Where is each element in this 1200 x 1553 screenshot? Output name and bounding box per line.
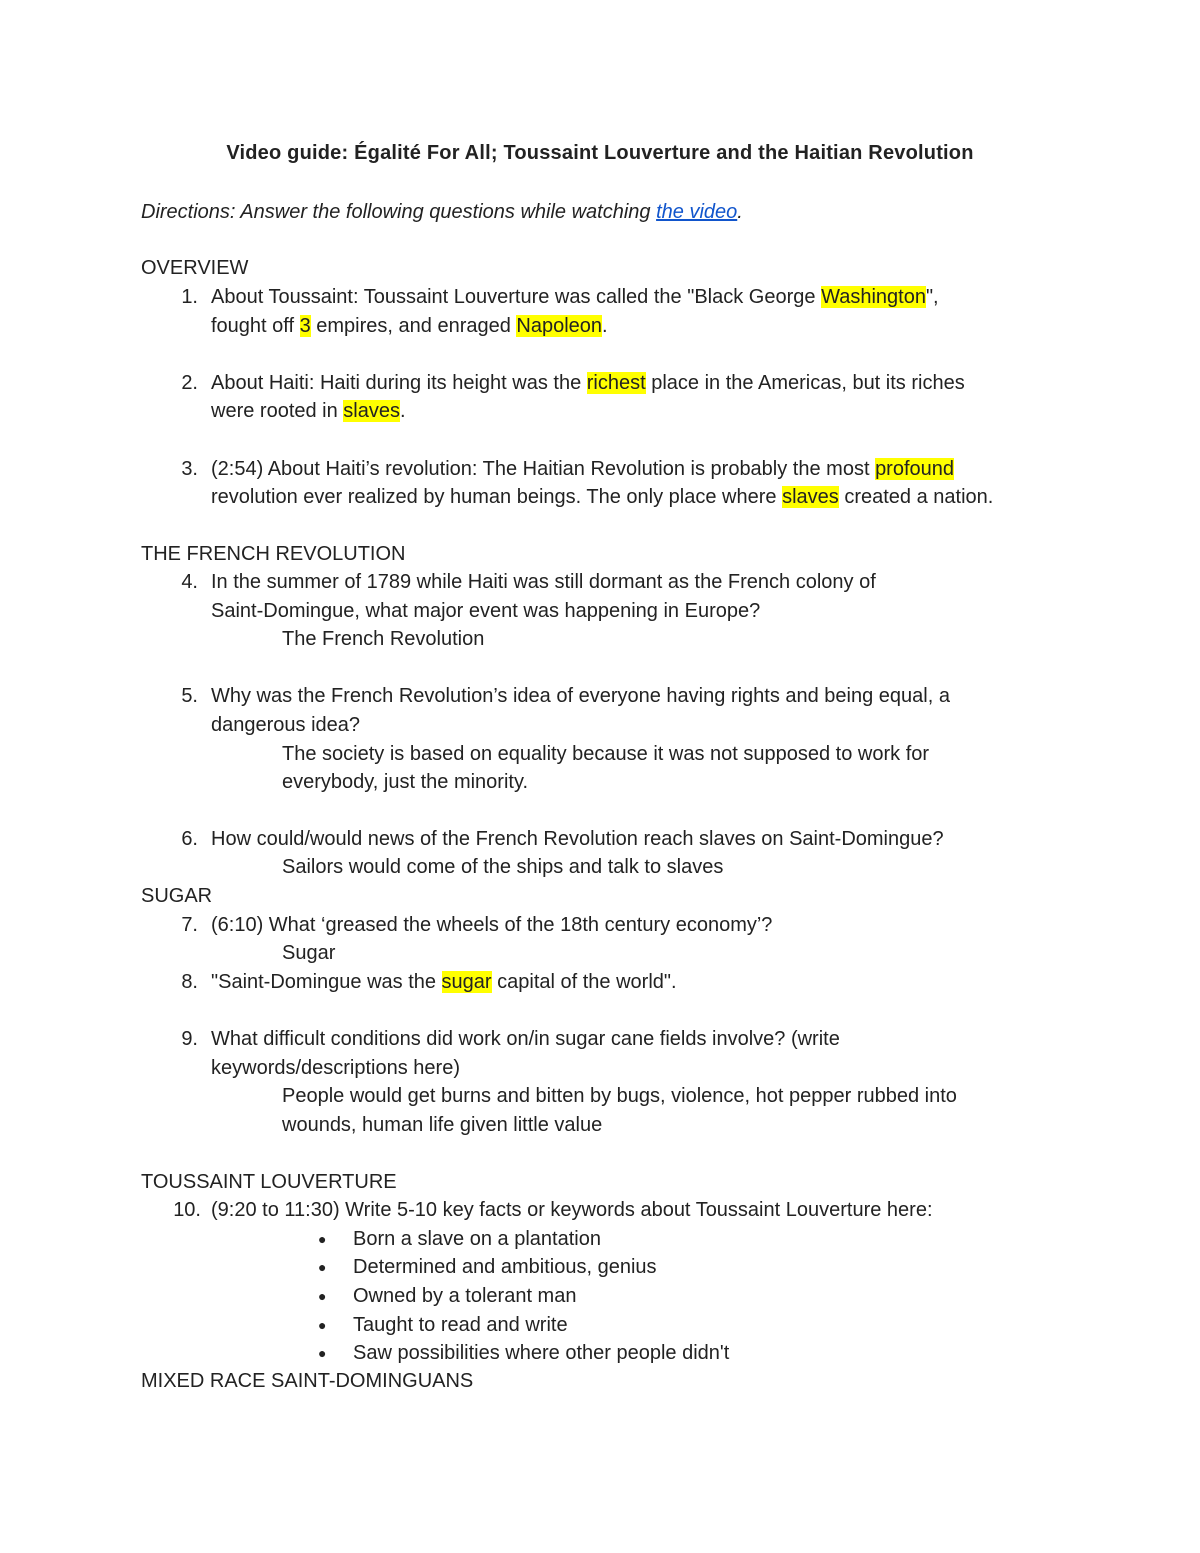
highlight: Washington: [821, 286, 926, 308]
highlight: profound: [875, 458, 955, 480]
list-item: Born a slave on a plantation: [353, 1228, 601, 1250]
question-number: 1.: [181, 286, 198, 308]
question-7-line-1: (6:10) What ‘greased the wheels of the 18th century economy’?: [211, 914, 773, 936]
directions: [141, 198, 743, 226]
answer-4: The French Revolution: [282, 628, 485, 650]
question-number: 4.: [181, 571, 198, 593]
question-1-line-2: fought off 3 empires, and enraged Napoleon.: [211, 315, 608, 337]
question-2-line-1: About Haiti: Haiti during its height was the richest place in the Americas, but its riches: [211, 372, 965, 394]
question-number: 6.: [181, 828, 198, 850]
question-10-line-1: (9:20 to 11:30) Write 5-10 key facts or keywords about Toussaint Louverture here:: [211, 1199, 933, 1221]
list-item: Taught to read and write: [353, 1314, 568, 1336]
question-2-line-2: were rooted in slaves.: [211, 400, 406, 422]
question-number: 7.: [181, 914, 198, 936]
answer-6: Sailors would come of the ships and talk to slaves: [282, 856, 724, 878]
question-3-line-2: revolution ever realized by human beings. The only place where slaves created a nation.: [211, 486, 994, 508]
highlight: sugar: [441, 971, 492, 993]
highlight: slaves: [343, 400, 400, 422]
answer-9-line-1: People would get burns and bitten by bugs, violence, hot pepper rubbed into: [282, 1085, 957, 1107]
section-overview: OVERVIEW: [141, 257, 249, 279]
document-title: Video guide: Égalité For All; Toussaint Louverture and the Haitian Revolution: [226, 142, 974, 164]
list-item: Owned by a tolerant man: [353, 1285, 577, 1307]
bullet-icon: ●: [318, 1288, 327, 1304]
bullet-icon: ●: [318, 1231, 327, 1247]
question-1-line-1: About Toussaint: Toussaint Louverture was called the "Black George Washington",: [211, 286, 939, 308]
directions-text: Directions: Answer the following questions while watching: [141, 201, 657, 223]
highlight: 3: [299, 315, 311, 337]
bullet-icon: ●: [318, 1317, 327, 1333]
bullet-icon: ●: [318, 1259, 327, 1275]
section-sugar: SUGAR: [141, 885, 213, 907]
question-8-line-1: "Saint-Domingue was the sugar capital of the world".: [211, 971, 677, 993]
question-number: 9.: [181, 1028, 198, 1050]
question-4-line-1: In the summer of 1789 while Haiti was still dormant as the French colony of: [211, 571, 876, 593]
bullet-icon: ●: [318, 1345, 327, 1361]
question-number: 3.: [181, 458, 198, 480]
answer-5-line-2: everybody, just the minority.: [282, 771, 529, 793]
highlight: richest: [586, 372, 646, 394]
question-number: 8.: [181, 971, 198, 993]
section-french-revolution: THE FRENCH REVOLUTION: [141, 543, 406, 565]
question-5-line-2: dangerous idea?: [211, 714, 361, 736]
question-9-line-2: keywords/descriptions here): [211, 1057, 460, 1079]
question-9-line-1: What difficult conditions did work on/in sugar cane fields involve? (write: [211, 1028, 840, 1050]
answer-7: Sugar: [282, 942, 336, 964]
answer-5-line-1: The society is based on equality because it was not supposed to work for: [282, 743, 930, 765]
list-item: Saw possibilities where other people didn't: [353, 1342, 730, 1364]
question-4-line-2: Saint-Domingue, what major event was happening in Europe?: [211, 600, 761, 622]
section-toussaint-louverture: TOUSSAINT LOUVERTURE: [141, 1171, 397, 1193]
highlight: Napoleon: [516, 315, 603, 337]
directions-end: .: [737, 201, 743, 223]
question-number: 2.: [181, 372, 198, 394]
question-number: 10.: [173, 1199, 201, 1221]
answer-9-line-2: wounds, human life given little value: [282, 1114, 603, 1136]
question-5-line-1: Why was the French Revolution’s idea of everyone having rights and being equal, a: [211, 685, 950, 707]
question-number: 5.: [181, 685, 198, 707]
question-3-line-1: (2:54) About Haiti’s revolution: The Haitian Revolution is probably the most profound: [211, 458, 955, 480]
video-link[interactable]: the video: [656, 201, 738, 223]
section-mixed-race: MIXED RACE SAINT-DOMINGUANS: [141, 1370, 474, 1392]
highlight: slaves: [782, 486, 839, 508]
list-item: Determined and ambitious, genius: [353, 1256, 657, 1278]
question-6-line-1: How could/would news of the French Revolution reach slaves on Saint-Domingue?: [211, 828, 944, 850]
